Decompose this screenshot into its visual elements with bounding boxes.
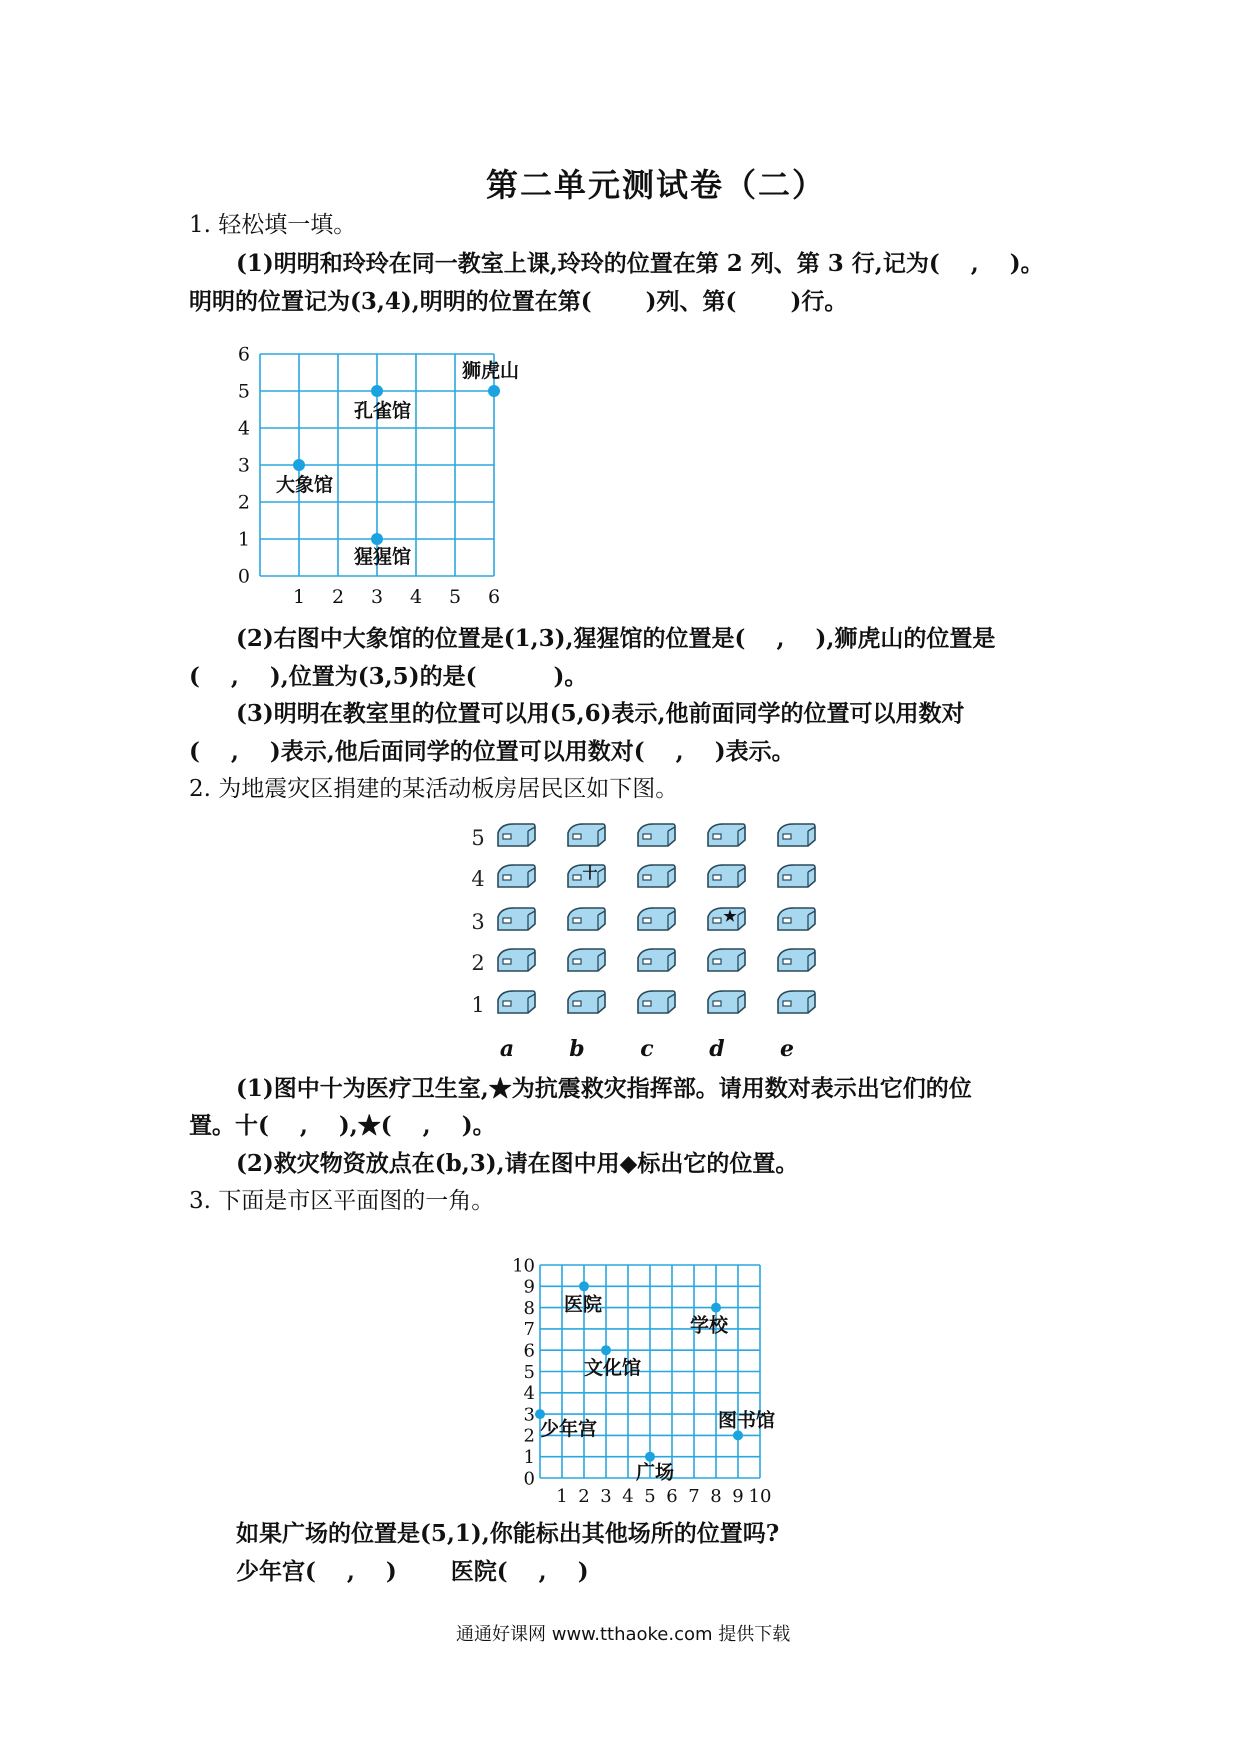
q1-part3-line2: ( , )表示,他后面同学的位置可以用数对( , )表示。 [189, 738, 795, 765]
column-label: a [499, 1036, 515, 1062]
y-tick-label: 9 [523, 1276, 535, 1298]
q3-heading: 3. 下面是市区平面图的一角。 [189, 1188, 495, 1214]
y-tick-label: 4 [237, 417, 250, 440]
house-icon [638, 991, 675, 1013]
data-point [733, 1430, 743, 1440]
house-icon [638, 908, 675, 930]
house-icon [638, 824, 675, 846]
y-tick-label: 4 [523, 1383, 535, 1405]
data-point [711, 1303, 721, 1313]
shelter-grid-diagram [460, 808, 830, 1068]
column-label: c [640, 1036, 654, 1062]
house-icon [778, 949, 815, 971]
column-label: e [780, 1036, 794, 1062]
row-label: 1 [471, 993, 485, 1017]
house-window [503, 834, 511, 839]
house-window [783, 1001, 791, 1006]
y-tick-label: 6 [237, 343, 250, 366]
house-icon [498, 908, 535, 930]
point-label: 广场 [636, 1461, 675, 1484]
x-tick-label: 1 [292, 586, 306, 608]
zoo-coordinate-grid [220, 330, 540, 610]
house-icon [708, 949, 745, 971]
x-tick-label: 8 [710, 1486, 722, 1505]
q2-part1-line2: 置。十( , ),★( , )。 [189, 1112, 496, 1139]
house-window [503, 918, 511, 923]
data-point [293, 459, 305, 471]
point-label: 大象馆 [276, 474, 334, 496]
house-icon [638, 865, 675, 887]
row-label: 4 [471, 867, 485, 891]
column-label: b [569, 1036, 585, 1062]
house-window [573, 959, 581, 964]
house-window [643, 875, 651, 880]
q1-part1-line1: (1)明明和玲玲在同一教室上课,玲玲的位置在第 2 列、第 3 行,记为( , )。 [236, 250, 1044, 277]
house-window [573, 834, 581, 839]
data-point [371, 533, 383, 545]
house-icon [568, 908, 605, 930]
house-window [713, 1001, 721, 1006]
x-tick-label: 1 [556, 1486, 568, 1505]
house-icon [568, 824, 605, 846]
house-window [643, 1001, 651, 1006]
data-point [645, 1452, 655, 1462]
data-point [371, 385, 383, 397]
x-tick-label: 3 [600, 1486, 612, 1505]
x-tick-label: 4 [409, 586, 423, 608]
house-icon [498, 865, 535, 887]
house-icon [568, 949, 605, 971]
point-label: 孔雀馆 [354, 400, 412, 422]
row-label: 5 [471, 826, 485, 850]
x-tick-label: 2 [578, 1486, 590, 1505]
y-tick-label: 6 [523, 1340, 535, 1362]
y-tick-label: 1 [237, 528, 250, 551]
y-tick-label: 0 [237, 565, 250, 588]
y-tick-label: 7 [523, 1319, 535, 1341]
x-tick-label: 4 [622, 1486, 634, 1505]
y-tick-label: 0 [523, 1468, 535, 1490]
x-tick-label: 6 [666, 1486, 678, 1505]
page-footer: 通通好课网 www.tthaoke.com 提供下载 [456, 1624, 791, 1645]
house-icon [498, 949, 535, 971]
house-window [783, 834, 791, 839]
q3-answer-line: 少年宫( , ) 医院( , ) [236, 1558, 589, 1585]
x-tick-label: 2 [331, 586, 345, 608]
house-window [713, 834, 721, 839]
marker-symbol: ★ [723, 907, 737, 925]
house-window [503, 1001, 511, 1006]
data-point [601, 1345, 611, 1355]
x-tick-label: 6 [487, 586, 501, 608]
house-window [713, 875, 721, 880]
q2-part2-line1: (2)救灾物资放点在(b,3),请在图中用◆标出它的位置。 [236, 1150, 799, 1177]
house-window [643, 959, 651, 964]
q3-question: 如果广场的位置是(5,1),你能标出其他场所的位置吗? [236, 1520, 780, 1547]
house-icon [568, 991, 605, 1013]
q1-part2-line1: (2)右图中大象馆的位置是(1,3),猩猩馆的位置是( , ),狮虎山的位置是 [236, 625, 996, 652]
y-tick-label: 3 [523, 1404, 535, 1426]
row-label: 2 [471, 951, 485, 975]
house-window [503, 875, 511, 880]
data-point [488, 385, 500, 397]
q1-part2-line2: ( , ),位置为(3,5)的是( )。 [189, 663, 588, 690]
house-icon [708, 865, 745, 887]
point-label: 猩猩馆 [354, 546, 412, 568]
house-window [713, 918, 721, 923]
y-tick-label: 8 [523, 1297, 535, 1319]
row-label: 3 [471, 910, 485, 934]
house-icon [778, 991, 815, 1013]
page-title: 第二单元测试卷（二） [486, 166, 827, 204]
house-icon [708, 991, 745, 1013]
point-label: 少年宫 [540, 1418, 598, 1441]
house-window [643, 918, 651, 923]
y-tick-label: 1 [523, 1447, 535, 1468]
house-window [643, 834, 651, 839]
house-window [573, 875, 581, 880]
column-label: d [709, 1036, 725, 1062]
point-label: 学校 [690, 1314, 729, 1337]
y-tick-label: 2 [523, 1425, 535, 1447]
q1-part1-line2: 明明的位置记为(3,4),明明的位置在第( )列、第( )行。 [189, 288, 848, 315]
y-tick-label: 5 [523, 1361, 535, 1383]
point-label: 文化馆 [584, 1357, 642, 1380]
x-tick-label: 3 [370, 586, 384, 608]
y-tick-label: 5 [237, 380, 250, 403]
house-icon [498, 824, 535, 846]
q1-part3-line1: (3)明明在教室里的位置可以用(5,6)表示,他前面同学的位置可以用数对 [236, 700, 965, 727]
q2-part1-line1: (1)图中十为医疗卫生室,★为抗震救灾指挥部。请用数对表示出它们的位 [236, 1075, 972, 1102]
house-window [783, 918, 791, 923]
house-window [573, 918, 581, 923]
q1-heading: 1. 轻松填一填。 [189, 212, 357, 238]
house-icon [498, 991, 535, 1013]
x-tick-label: 7 [688, 1486, 700, 1505]
y-tick-label: 10 [512, 1255, 535, 1277]
house-window [783, 959, 791, 964]
point-label: 图书馆 [718, 1409, 776, 1432]
q2-heading: 2. 为地震灾区捐建的某活动板房居民区如下图。 [189, 776, 679, 802]
marker-symbol: 十 [582, 864, 598, 882]
house-window [573, 1001, 581, 1006]
house-window [783, 875, 791, 880]
house-icon [778, 865, 815, 887]
y-tick-label: 3 [237, 454, 250, 477]
house-icon [638, 949, 675, 971]
x-tick-label: 9 [732, 1486, 744, 1505]
point-label: 狮虎山 [462, 360, 520, 382]
house-icon [708, 824, 745, 846]
x-tick-label: 5 [448, 586, 462, 608]
x-tick-label: 10 [748, 1486, 772, 1505]
house-icon [778, 908, 815, 930]
y-tick-label: 2 [237, 491, 250, 514]
point-label: 医院 [564, 1293, 603, 1316]
house-window [503, 959, 511, 964]
house-window [713, 959, 721, 964]
house-icon [778, 824, 815, 846]
x-tick-label: 5 [644, 1486, 656, 1505]
data-point [579, 1281, 589, 1291]
city-map-grid [500, 1235, 790, 1505]
